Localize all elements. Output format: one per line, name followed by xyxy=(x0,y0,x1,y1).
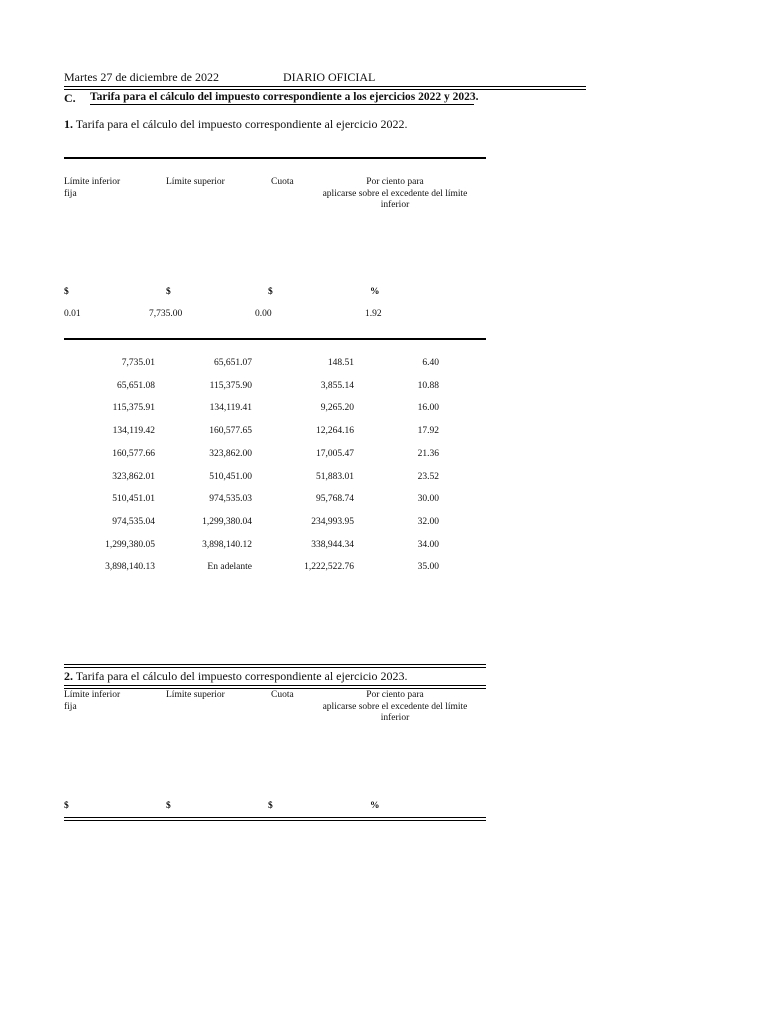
table1-cell-rate: 6.40 xyxy=(422,358,439,368)
section-letter: C. xyxy=(64,91,76,105)
table2-bottom-rule-2 xyxy=(64,820,486,821)
table1-cell-lower: 1,299,380.05 xyxy=(105,539,155,550)
table1-number: 1. xyxy=(64,117,73,131)
col-fee-fija-label: fija xyxy=(64,188,77,199)
table1-cell-fee: 148.51 xyxy=(327,358,354,368)
t2-col-fee-fija-label: fija xyxy=(64,701,77,712)
table1-cell-rate: 17.92 xyxy=(417,426,439,437)
table1-cell-rate: 21.36 xyxy=(417,448,439,459)
table1-cell-lower: 65,651.08 xyxy=(117,380,155,391)
table1-unit-upper: $ xyxy=(166,287,171,297)
table1-heading xyxy=(64,117,407,132)
table1-cell-lower: 974,535.04 xyxy=(112,516,155,527)
table2-number: 2. xyxy=(64,669,73,683)
table2-heading xyxy=(64,669,407,684)
table2-title: Tarifa para el cálculo del impuesto correspondiente al ejercicio 2023. xyxy=(75,669,408,683)
table2-title-rule-2 xyxy=(64,688,486,689)
t2-col-rate-line1: Por ciento para xyxy=(366,690,424,700)
table2-col-lower xyxy=(64,690,120,713)
table1-cell-upper: 323,862.00 xyxy=(209,448,252,459)
table1-first-rate: 1.92 xyxy=(365,309,382,319)
table1-mid-rule xyxy=(64,338,486,340)
header-rule-2 xyxy=(64,89,586,90)
table1-unit-rate: % xyxy=(370,287,380,297)
table1-cell-fee: 95,768.74 xyxy=(316,494,354,505)
table1-cell-fee: 9,265.20 xyxy=(320,403,354,414)
t2-col-rate-line3: inferior xyxy=(380,713,410,723)
table1-unit-fee: $ xyxy=(268,287,273,297)
table1-cell-lower: 134,119.42 xyxy=(112,426,155,437)
table1-cell-lower: 510,451.01 xyxy=(112,494,155,505)
table1-cell-fee: 1,222,522.76 xyxy=(304,562,354,573)
table1-cell-lower: 3,898,140.13 xyxy=(105,562,155,573)
table1-cell-upper: 65,651.07 xyxy=(214,358,252,368)
table1-cell-rate: 30.00 xyxy=(417,494,439,505)
table1-cell-upper: 3,898,140.12 xyxy=(202,539,252,550)
table1-first-upper: 7,735.00 xyxy=(149,309,183,319)
section-title-underline xyxy=(90,104,474,105)
table1-cell-fee: 51,883.01 xyxy=(316,471,354,482)
table1-cell-upper: 134,119.41 xyxy=(209,403,252,414)
table1-cell-fee: 17,005.47 xyxy=(316,448,354,459)
col-lower-label: Límite inferior xyxy=(64,177,121,187)
table2-unit-lower: $ xyxy=(64,801,69,811)
table2-col-upper: Límite superior xyxy=(166,690,225,700)
table2-unit-rate: % xyxy=(370,801,380,811)
table1-cell-upper: 974,535.03 xyxy=(209,494,252,505)
table1-cell-upper: 510,451.00 xyxy=(209,471,252,482)
table1-col-fee: Cuota xyxy=(271,177,294,187)
table1-cell-lower: 115,375.91 xyxy=(112,403,155,414)
table1-cell-upper: 115,375.90 xyxy=(209,380,252,391)
table1-cell-fee: 3,855.14 xyxy=(320,380,354,391)
header-rule xyxy=(64,86,586,87)
table1-cell-upper: 160,577.65 xyxy=(209,426,252,437)
t2-col-rate-line2: aplicarse sobre el excedente del límite xyxy=(322,701,468,712)
table1-col-rate xyxy=(300,177,490,212)
table1-cell-lower: 160,577.66 xyxy=(112,448,155,459)
table2-unit-fee: $ xyxy=(268,801,273,811)
table1-col-upper: Límite superior xyxy=(166,177,225,187)
col-rate-line1: Por ciento para xyxy=(366,177,424,187)
table1-cell-rate: 16.00 xyxy=(417,403,439,414)
table1-cell-rate: 23.52 xyxy=(417,471,439,482)
table1-cell-fee: 234,993.95 xyxy=(311,516,354,527)
table1-cell-rate: 35.00 xyxy=(417,562,439,573)
col-rate-line3: inferior xyxy=(380,200,410,210)
table1-col-lower xyxy=(64,177,120,200)
table1-cell-rate: 10.88 xyxy=(417,380,439,391)
publication-name: DIARIO OFICIAL xyxy=(283,70,376,84)
table1-cell-rate: 34.00 xyxy=(417,539,439,550)
table1-cell-upper: En adelante xyxy=(207,562,252,573)
table1-first-lower: 0.01 xyxy=(64,309,81,319)
table1-cell-lower: 7,735.01 xyxy=(121,358,155,368)
table2-bottom-rule xyxy=(64,817,486,818)
table1-top-rule xyxy=(64,157,486,159)
table1-title: Tarifa para el cálculo del impuesto correspondiente al ejercicio 2022. xyxy=(75,117,408,131)
table1-cell-upper: 1,299,380.04 xyxy=(202,516,252,527)
table2-col-fee: Cuota xyxy=(271,690,294,700)
table1-cell-rate: 32.00 xyxy=(417,516,439,527)
page-date: Martes 27 de diciembre de 2022 xyxy=(64,70,219,84)
section-title: Tarifa para el cálculo del impuesto correspondiente a los ejercicios 2022 y 2023. xyxy=(90,91,479,103)
table1-unit-lower: $ xyxy=(64,287,69,297)
table1-first-fee: 0.00 xyxy=(255,309,272,319)
t2-col-lower-label: Límite inferior xyxy=(64,690,121,700)
table2-title-rule xyxy=(64,685,486,686)
table2-top-rule xyxy=(64,664,486,665)
col-rate-line2: aplicarse sobre el excedente del límite xyxy=(322,188,468,199)
table1-cell-fee: 338,944.34 xyxy=(311,539,354,550)
table1-cell-lower: 323,862.01 xyxy=(112,471,155,482)
table1-cell-fee: 12,264.16 xyxy=(316,426,354,437)
table2-top-rule-2 xyxy=(64,667,486,668)
table2-unit-upper: $ xyxy=(166,801,171,811)
table2-col-rate xyxy=(300,690,490,725)
